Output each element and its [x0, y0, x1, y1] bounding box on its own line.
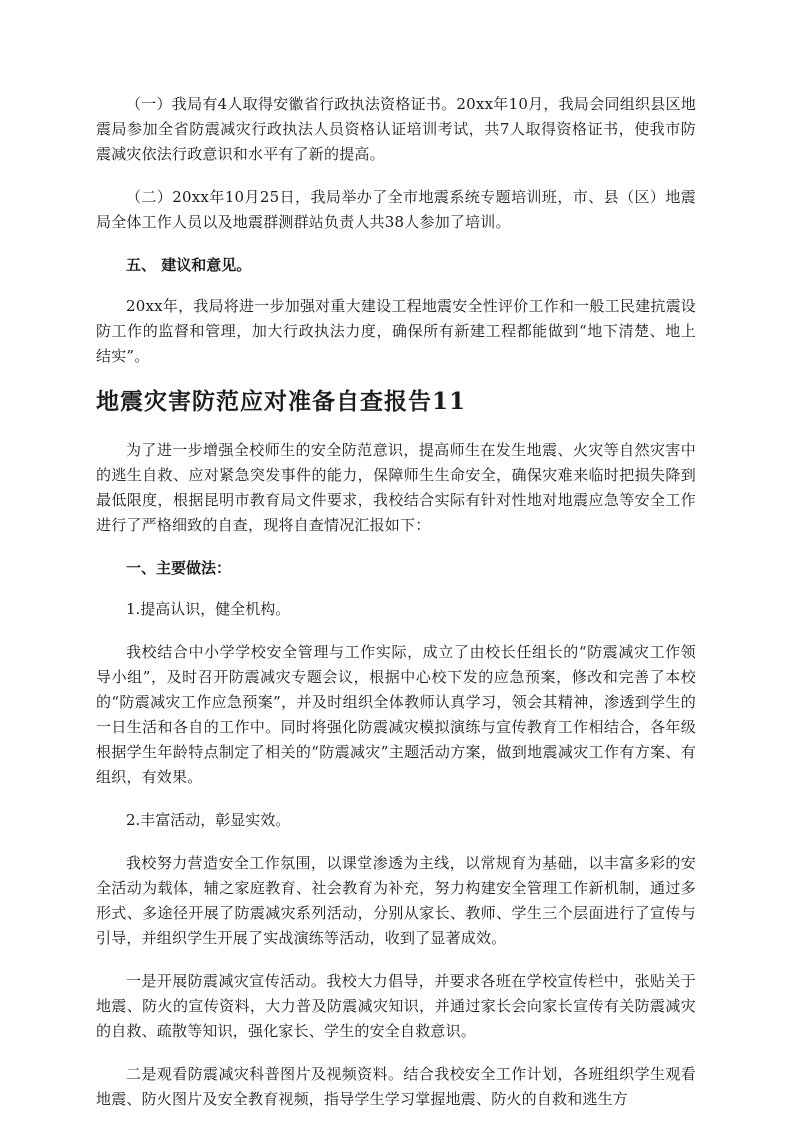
paragraph-intro: 为了进一步增强全校师生的安全防范意识，提高师生在发生地震、火灾等自然灾害中的逃生自救、应对紧急突发事件的能力，保障师生生命安全，确保灾难来临时把损失降到最低限度，根据昆明市教育局文件要求，我校结合实际有针对性地对地震应急等安全工作进行了严格细致的自查，现将自查情况汇报如下： [96, 441, 696, 534]
paragraph-awareness-body: 我校结合中小学学校安全管理与工作实际，成立了由校长任组长的“防震减灾工作领导小组”，及时召开防震减灾专题会议，根据中心校下发的应急预案，修改和完善了本校的“防震减灾工作应急预案”，并及时组织全体教师认真学习，领会其精神，渗透到学生的一日生活和各自的工作中。同时将强化防震减灾模拟演练与宣传教育工作相结合，各年级根据学生年龄特点制定了相关的“防震减灾”主题活动方案，做到地震减灾工作有方案、有组织，有效果。 [96, 643, 696, 786]
document-page [96, 92, 696, 1130]
item-heading-activities: 2.丰富活动，彰显实效。 [126, 811, 291, 829]
paragraph-activity-videos: 二是观看防震减灾科普图片及视频资料。结合我校安全工作计划，各班组织学生观看地震、防火图片及安全教育视频，指导学生学习掌握地震、防火的自救和逃生方 [96, 1065, 696, 1108]
item-heading-awareness: 1.提高认识，健全机构。 [126, 600, 291, 618]
paragraph-training: （二）20xx年10月25日，我局举办了全市地震系统专题培训班，市、县（区）地震局全体工作人员以及地震群测群站负责人共38人参加了培训。 [96, 188, 696, 231]
paragraph-activities-body: 我校努力营造安全工作氛围，以课堂渗透为主线，以常规育为基础，以丰富多彩的安全活动为载体，辅之家庭教育、社会教育为补充，努力构建安全管理工作新机制，通过多形式、多途径开展了防震减灾系列活动，分别从家长、教师、学生三个层面进行了宣传与引导，并组织学生开展了实战演练等活动，收到了显著成效。 [96, 854, 696, 947]
paragraph-qualification: （一）我局有4人取得安徽省行政执法资格证书。20xx年10月，我局会同组织县区地震局参加全省防震减灾行政执法人员资格认证培训考试，共7人取得资格证书，使我市防震减灾依法行政意识和水平有了新的提高。 [96, 95, 696, 163]
paragraph-activity-publicity: 一是开展防震减灾宣传活动。我校大力倡导，并要求各班在学校宣传栏中，张贴关于地震、防火的宣传资料，大力普及防震减灾知识，并通过家长会向家长宣传有关防震减灾的自救、疏散等知识，强化家长、学生的安全自救意识。 [96, 972, 696, 1040]
paragraph-suggestions-body: 20xx年，我局将进一步加强对重大建设工程地震安全性评价工作和一般工民建抗震设防工作的监督和管理，加大行政执法力度，确保所有新建工程都能做到“地下清楚、地上结实”。 [96, 297, 696, 365]
section-heading-suggestions: 五、 建议和意见。 [126, 256, 252, 274]
section-heading-main-practices: 一、主要做法： [126, 559, 232, 577]
report-title: 地震灾害防范应对准备自查报告11 [96, 388, 467, 415]
